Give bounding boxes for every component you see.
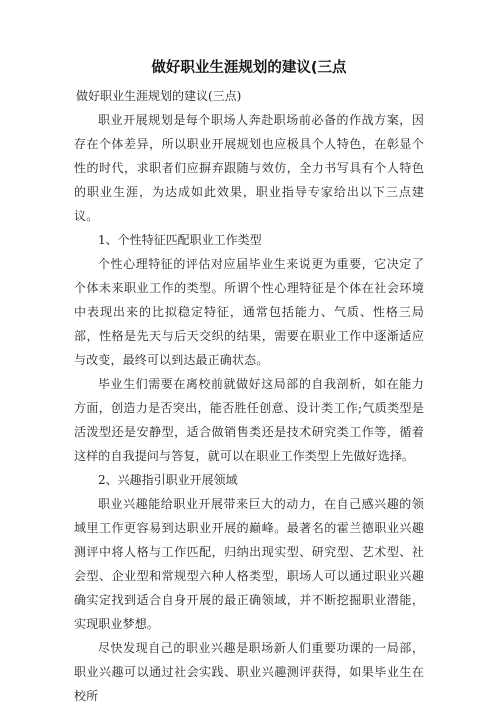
paragraph-self-analysis: 毕业生们需要在离校前就做好这局部的自我剖析，如在能力方面，创造力是否突出，能否胜任创意、设计类工作;气质类型是活泼型还是安静型，适合做销售类还是技术研究类工作等，循着这样的自我提问与答复，就可以在职业工作类型上先做好选择。 (74, 377, 424, 463)
document-subtitle: 做好职业生涯规划的建议(三点) (76, 89, 242, 103)
paragraph-interest: 职业兴趣能给职业开展带来巨大的动力，在自己感兴趣的领域里工作更容易到达职业开展的巅峰。最著名的霍兰德职业兴趣测评中将人格与工作匹配，归纳出现实型、研究型、艺术型、社会型、企业型和常规型六种人格类型，职场人可以通过职业兴趣确实定找到适合自身开展的最正确领域，并不断挖掘职业潜能，实现职业梦想。 (74, 497, 424, 631)
paragraph-discover-interest: 尽快发现自己的职业兴趣是职场新人们重要功课的一局部，职业兴趣可以通过社会实践、职业兴趣测评获得，如果毕业生在校所 (74, 641, 424, 703)
section-heading-1: 1、个性特征匹配职业工作类型 (98, 233, 262, 247)
section-heading-2: 2、兴趣指引职业开展领域 (98, 473, 238, 487)
paragraph-personality: 个性心理特征的评估对应届毕业生来说更为重要，它决定了个体未来职业工作的类型。所谓个性心理特征是个体在社会环境中表现出来的比拟稳定特征，通常包括能力、气质、性格三局部，性格是先天与后天交织的结果，需要在职业工作中逐渐适应与改变，最终可以到达最正确状态。 (74, 257, 424, 367)
document-title: 做好职业生涯规划的建议(三点 (151, 60, 347, 76)
paragraph-intro: 职业开展规划是每个职场人奔赴职场前必备的作战方案，因存在个体差异，所以职业开展规划也应极具个人特色，在彰显个性的时代，求职者们应摒弃跟随与效仿，全力书写具有个人特色的职业生涯，为达成如此效果，职业指导专家给出以下三点建议。 (74, 113, 424, 223)
